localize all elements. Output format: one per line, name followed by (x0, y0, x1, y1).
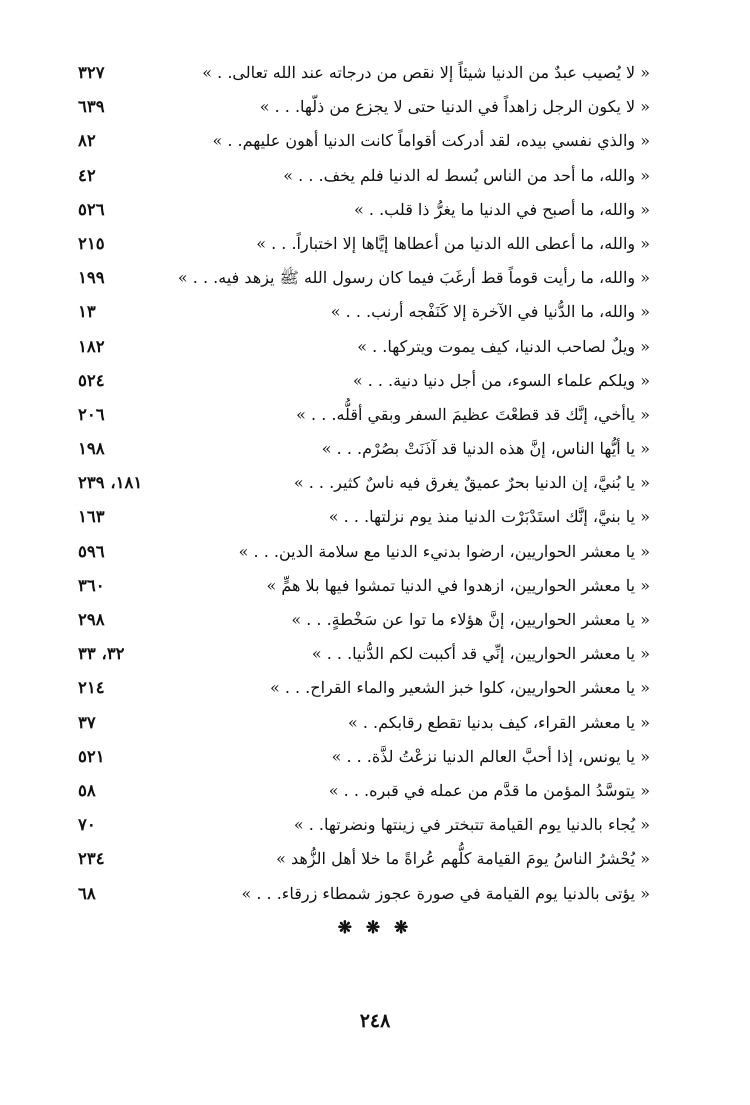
entry-page-ref: ١٩٩ (78, 268, 105, 288)
entry-text: « يا أيُّها الناس، إنَّ هذه الدنيا قد آذَنَتْ بصُرْم. . . » (321, 439, 650, 459)
entry-page-ref: ٥٨ (78, 780, 96, 800)
index-entry (0, 57, 750, 91)
entry-page-ref: ١٦٣ (78, 507, 105, 527)
index-entry (0, 707, 750, 741)
entry-page-ref: ٢٣٤ (78, 849, 105, 869)
index-entry (0, 741, 750, 775)
index-entry (0, 501, 750, 535)
index-entry (0, 570, 750, 604)
entry-page-ref: ١٩٨ (78, 439, 105, 459)
index-entry (0, 262, 750, 296)
entry-text: « يُجاء بالدنيا يوم القيامة تتبختر في زينتها ونضرتها. . » (293, 815, 650, 835)
entry-page-ref: ٢٠٦ (78, 404, 105, 424)
entry-text: « والله، ما أحد من الناس بُسط له الدنيا فلم يخف. . . » (283, 165, 650, 185)
entry-text: « لا يكون الرجل زاهداً في الدنيا حتى لا يجزع من ذلّها. . . » (259, 97, 650, 117)
index-entry (0, 331, 750, 365)
entry-page-ref: ٥٩٦ (78, 541, 105, 561)
entry-page-ref: ١٣ (78, 302, 96, 322)
entry-text: « يا معشر الحواريين، ارضوا بدنيء الدنيا مع سلامة الدين. . . » (238, 541, 650, 561)
entry-page-ref: ٢٩٨ (78, 610, 105, 629)
entry-text: « والله، ما الدُّنيا في الآخرة إلا كَنَفْجه أرنب. . . » (330, 302, 650, 322)
entry-page-ref: ٢١٤ (78, 678, 105, 698)
entry-text: « يُحْشرُ الناسُ يومَ القيامة كلُّهم عُراةً ما خلا أهل الزُّهد » (276, 849, 650, 869)
entry-page-ref: ٨٢ (78, 131, 96, 151)
index-entry (0, 365, 750, 399)
entry-text: « يا بُنيَّ، إن الدنيا بحرٌ عميقٌ يغرق فيه ناسٌ كثير. . . » (293, 473, 650, 493)
entry-text: « ياأخي، إنَّك قد قطعْتَ عظيمَ السفر وبقي أقلُّه. . . » (296, 404, 650, 424)
index-entry (0, 228, 750, 262)
entry-page-ref: ٦٨ (78, 883, 96, 903)
index-entry (0, 433, 750, 467)
index-entry (0, 296, 750, 330)
entry-text: « ويلكم علماء السوء، من أجل دنيا دنية. . . » (352, 370, 650, 390)
section-separator: ❋ ❋ ❋ (337, 918, 413, 938)
entry-page-ref: ٤٢ (78, 165, 96, 185)
index-entry (0, 467, 750, 501)
index-entry (0, 775, 750, 809)
entry-text: « يا معشر الحواريين، إنِّي قد أكببت لكم الدُّنيا. . . » (311, 644, 650, 664)
entry-page-ref: ٣٢، ٣٣ (78, 644, 125, 664)
entry-text: « يا معشر الحواريين، إنَّ هؤلاء ما توا عن سَخْطةٍ. . . » (291, 610, 650, 629)
index-entry (0, 878, 750, 912)
index-entry (0, 536, 750, 570)
entry-page-ref: ٧٠ (78, 815, 96, 835)
entry-text: « يا معشر الحواريين، ازهدوا في الدنيا تمشوا فيها بلا همٍّ » (266, 575, 650, 595)
index-entry (0, 160, 750, 194)
entry-page-ref: ٥٢١ (78, 746, 105, 766)
page-number: ٢٤٨ (359, 1010, 391, 1032)
entry-page-ref: ١٨١، ٢٣٩ (78, 473, 143, 493)
entry-text: « يا بنيَّ، إنَّك استَدْبَرْت الدنيا منذ يوم نزلتها. . . » (328, 507, 650, 527)
entry-text: « والله، ما رأيت قوماً قط أرغَبَ فيما كان رسول الله ﷺ يزهد فيه. . . » (177, 268, 650, 288)
index-entry (0, 125, 750, 159)
index-entry (0, 399, 750, 433)
index-entry (0, 809, 750, 843)
entry-page-ref: ٣٧ (78, 712, 96, 732)
entry-text: « والله، ما أصبح في الدنيا ما يغرُّ ذا قلب. . » (354, 199, 650, 219)
entry-page-ref: ٣٢٧ (78, 63, 105, 82)
entry-text: « لا يُصيب عبدٌ من الدنيا شيئاً إلا نقص من درجاته عند الله تعالى. . » (202, 63, 650, 82)
entry-text: « يا معشر القراء، كيف بدنيا تقطع رقابكم. . » (347, 712, 650, 732)
entry-text: « يا معشر الحواريين، كلوا خبز الشعير والماء القراح. . . » (269, 678, 650, 698)
index-entry (0, 638, 750, 672)
entry-text: « ويلٌ لصاحب الدنيا، كيف يموت ويتركها. . » (357, 336, 650, 356)
index-entry (0, 843, 750, 877)
entry-text: « يؤتى بالدنيا يوم القيامة في صورة عجوز شمطاء زرقاء. . . » (241, 883, 650, 903)
entry-page-ref: ٣٦٠ (78, 575, 105, 595)
entry-text: « والله، ما أعطى الله الدنيا من أعطاها إيَّاها إلا اختباراً. . . » (256, 233, 650, 253)
index-list (0, 57, 750, 912)
entry-page-ref: ٥٢٤ (78, 370, 105, 390)
index-entry (0, 604, 750, 638)
entry-page-ref: ٢١٥ (78, 233, 105, 253)
entry-page-ref: ٦٣٩ (78, 97, 105, 117)
index-entry (0, 194, 750, 228)
index-entry (0, 91, 750, 125)
entry-text: « يا يونس، إذا أحبَّ العالم الدنيا نزعْتُ لذَّة. . . » (331, 746, 650, 766)
entry-text: « والذي نفسي بيده، لقد أدركت أقواماً كانت الدنيا أهون عليهم. . » (212, 131, 650, 151)
entry-text: « يتوسَّدُ المؤمن ما قدَّم من عمله في قبره. . . » (328, 780, 650, 800)
entry-page-ref: ٥٢٦ (78, 199, 105, 219)
entry-page-ref: ١٨٢ (78, 336, 105, 356)
index-entry (0, 672, 750, 706)
